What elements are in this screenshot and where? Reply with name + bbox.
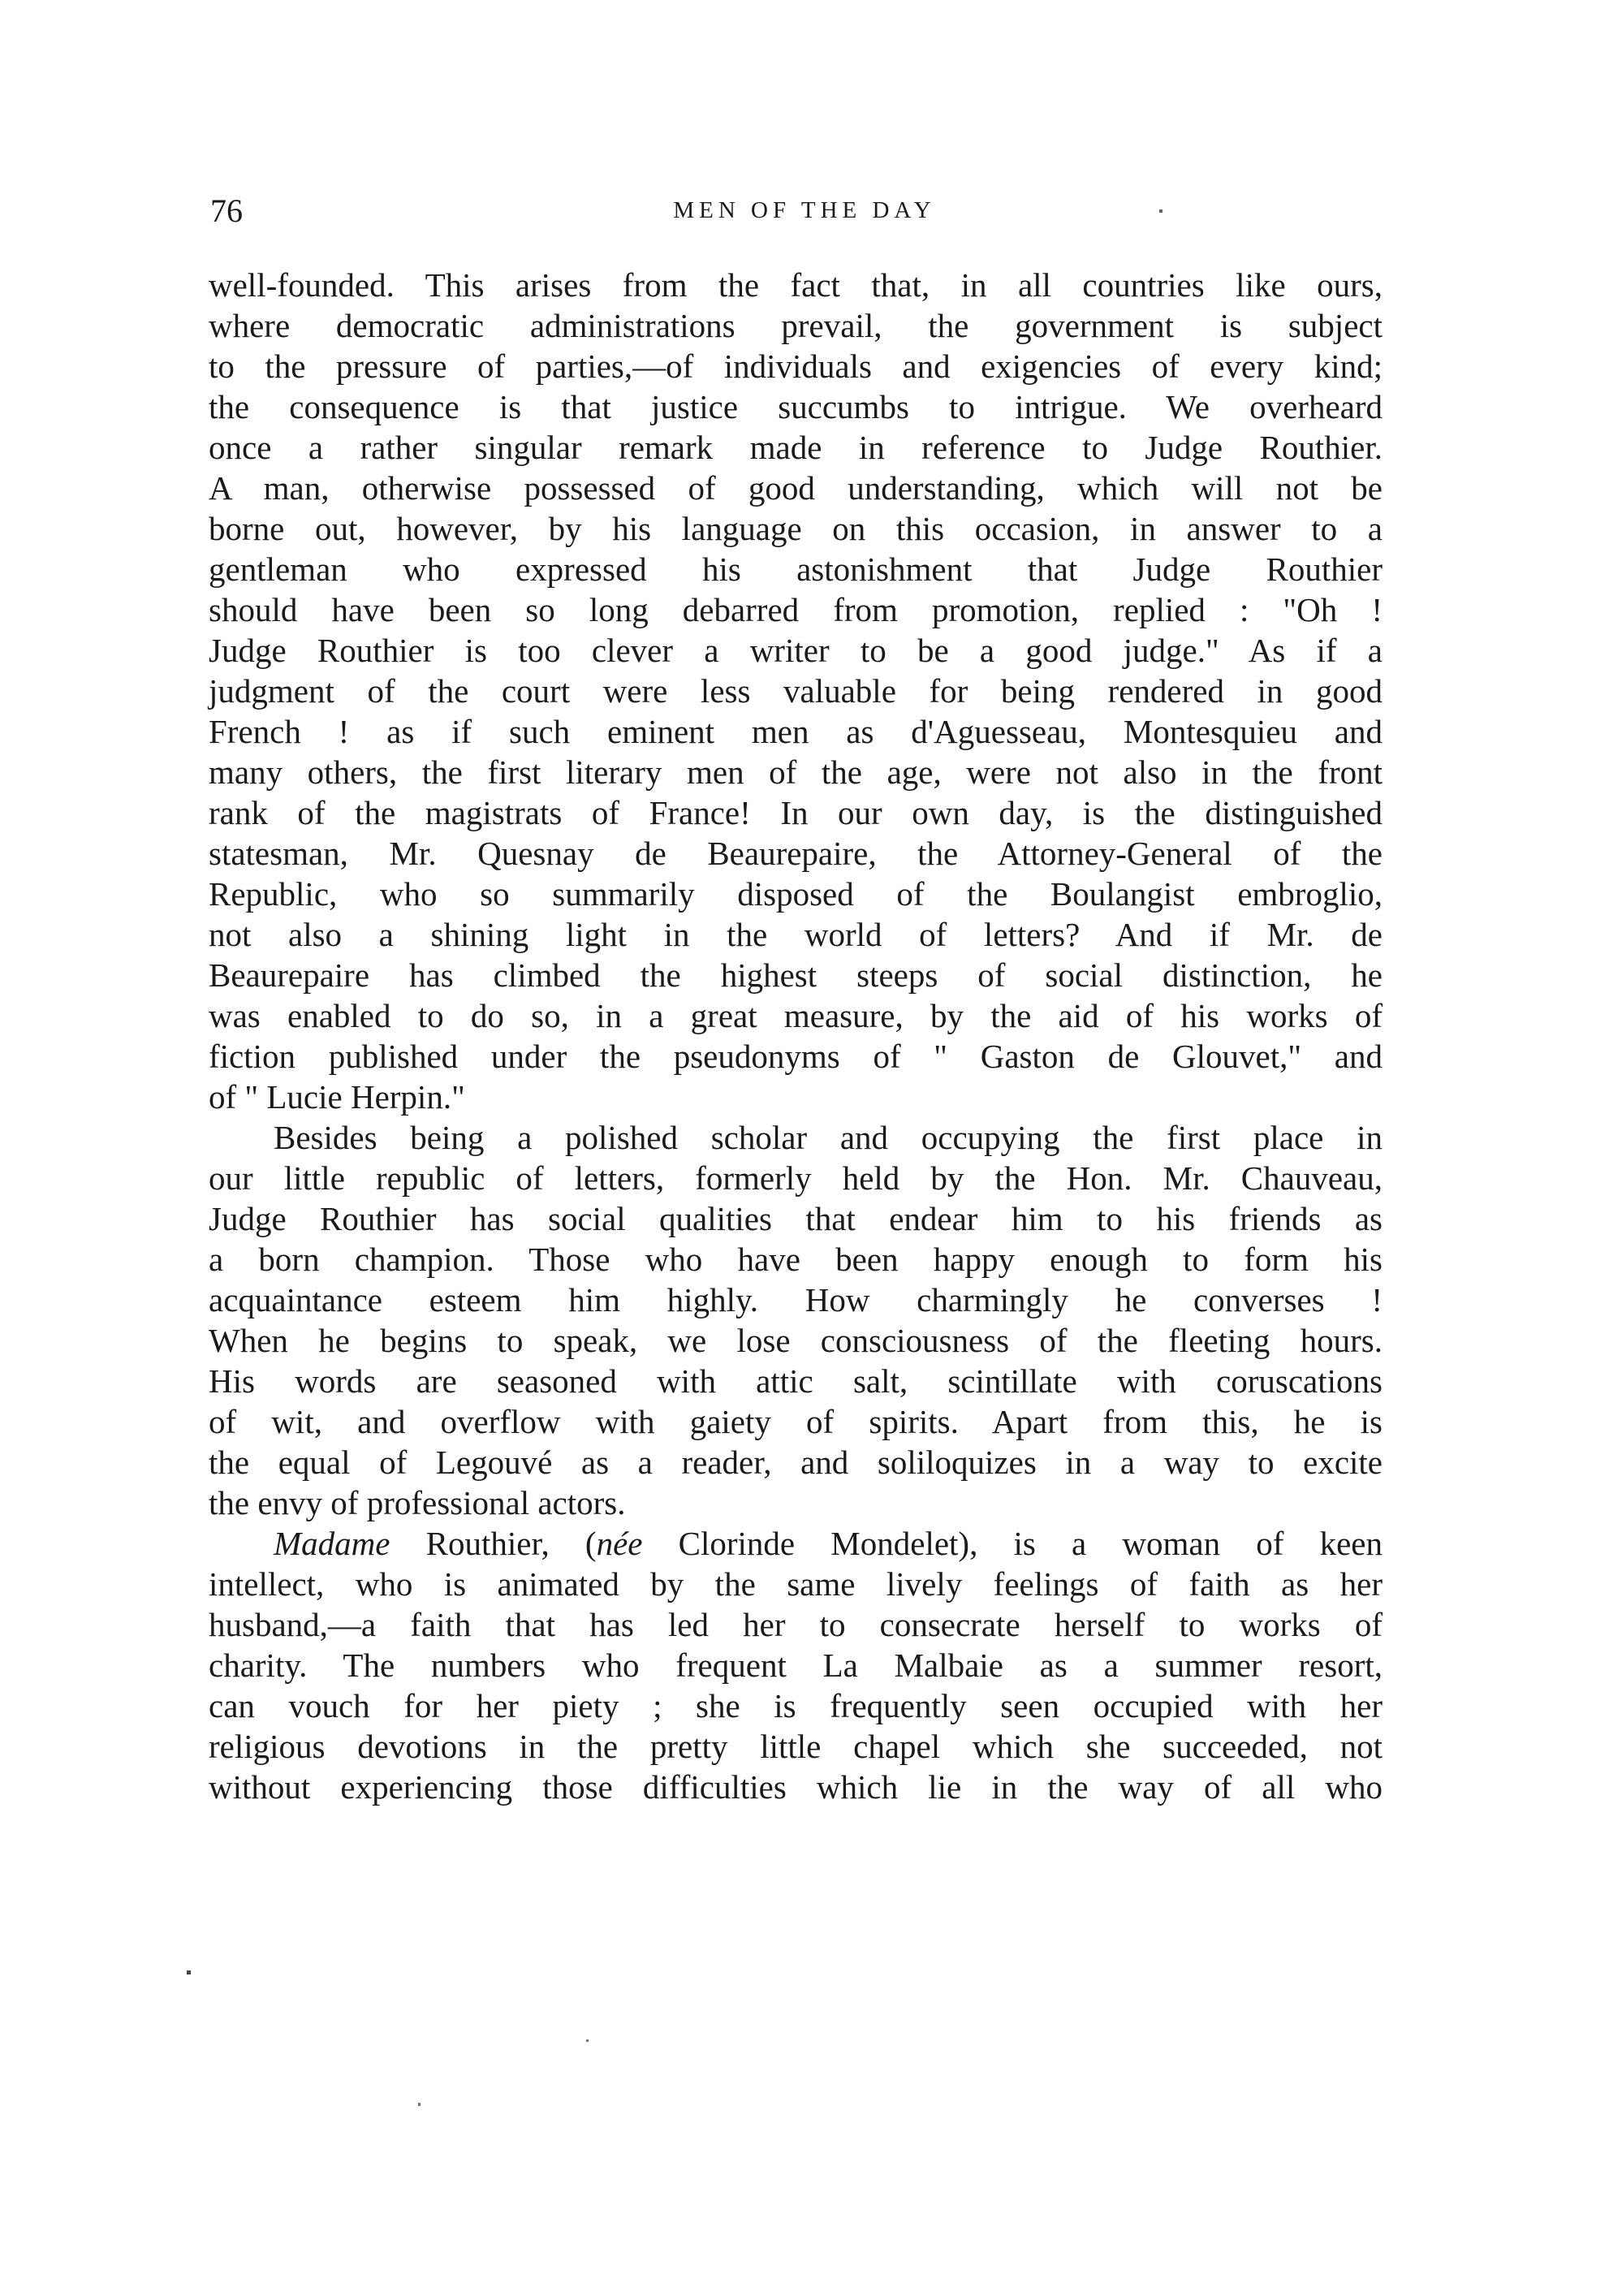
text-line: our little republic of letters, formerly held by the Hon. Mr. Chauveau, xyxy=(209,1159,1383,1197)
text-line: borne out, however, by his language on this occasion, in answer to a xyxy=(209,510,1383,547)
text-line: where democratic administrations prevail, the government is subject xyxy=(209,307,1383,344)
text-line: a born champion. Those who have been happy enough to form his xyxy=(209,1241,1383,1278)
text-fragment: Clorinde Mondelet), is a woman of keen xyxy=(642,1525,1383,1562)
text-line: Besides being a polished scholar and occupying the first place in xyxy=(274,1119,1383,1156)
print-speck xyxy=(1159,209,1163,213)
paragraph-3 xyxy=(209,1523,1383,1807)
text-line: well-founded. This arises from the fact that, in all countries like ours, xyxy=(209,266,1383,304)
page-number: 76 xyxy=(210,192,243,229)
paragraph-2 xyxy=(209,1117,1383,1523)
text-line: fiction published under the pseudonyms of " Gaston de Glouvet," and xyxy=(209,1038,1383,1075)
text-line: of " Lucie Herpin." xyxy=(209,1078,465,1116)
italic-nee: née xyxy=(596,1525,643,1562)
body-text xyxy=(209,265,1383,1807)
text-line: the equal of Legouvé as a reader, and soliloquizes in a way to excite xyxy=(209,1444,1383,1481)
text-line: A man, otherwise possessed of good understanding, which will not be xyxy=(209,469,1383,507)
text-line: rank of the magistrats of France! In our own day, is the distinguished xyxy=(209,794,1383,831)
print-speck xyxy=(187,1970,191,1974)
text-line: charity. The numbers who frequent La Malbaie as a summer resort, xyxy=(209,1646,1383,1684)
text-line: can vouch for her piety ; she is frequently seen occupied with her xyxy=(209,1687,1383,1724)
print-speck xyxy=(418,2103,421,2106)
paragraph-1 xyxy=(209,265,1383,1117)
text-line: When he begins to speak, we lose consciousness of the fleeting hours. xyxy=(209,1322,1383,1359)
text-line: gentleman who expressed his astonishment that Judge Routhier xyxy=(209,550,1383,588)
text-line: judgment of the court were less valuable for being rendered in good xyxy=(209,672,1383,710)
text-line: once a rather singular remark made in reference to Judge Routhier. xyxy=(209,429,1383,466)
running-title: MEN OF THE DAY xyxy=(673,197,936,223)
text-line: statesman, Mr. Quesnay de Beaurepaire, the Attorney-General of the xyxy=(209,835,1383,872)
text-line: acquaintance esteem him highly. How charmingly he converses ! xyxy=(209,1281,1383,1318)
text-line: to the pressure of parties,—of individuals and exigencies of every kind; xyxy=(209,347,1383,385)
text-line: Beaurepaire has climbed the highest steeps of social distinction, he xyxy=(209,956,1383,994)
text-line: husband,—a faith that has led her to consecrate herself to works of xyxy=(209,1606,1383,1643)
text-line: not also a shining light in the world of letters? And if Mr. de xyxy=(209,916,1383,953)
text-line: was enabled to do so, in a great measure, by the aid of his works of xyxy=(209,997,1383,1034)
text-line: Judge Routhier has social qualities that endear him to his friends as xyxy=(209,1200,1383,1237)
text-line: many others, the first literary men of the age, were not also in the front xyxy=(209,753,1383,791)
text-fragment: Routhier, ( xyxy=(390,1525,597,1562)
text-line: should have been so long debarred from promotion, replied : "Oh ! xyxy=(209,591,1383,628)
text-line-first xyxy=(209,1523,1383,1564)
text-line: Republic, who so summarily disposed of the Boulangist embroglio, xyxy=(209,875,1383,913)
text-line: intellect, who is animated by the same lively feelings of faith as her xyxy=(209,1565,1383,1603)
print-speck xyxy=(586,2039,589,2042)
text-line: Judge Routhier is too clever a writer to be a good judge." As if a xyxy=(209,632,1383,669)
text-line: French ! as if such eminent men as d'Aguesseau, Montesquieu and xyxy=(209,713,1383,750)
text-line: without experiencing those difficulties which lie in the way of all who xyxy=(209,1768,1383,1806)
text-line: His words are seasoned with attic salt, scintillate with coruscations xyxy=(209,1362,1383,1400)
text-line: the consequence is that justice succumbs to intrigue. We overheard xyxy=(209,388,1383,425)
text-line: the envy of professional actors. xyxy=(209,1484,626,1521)
text-line: of wit, and overflow with gaiety of spirits. Apart from this, he is xyxy=(209,1403,1383,1440)
text-line: religious devotions in the pretty little chapel which she succeeded, not xyxy=(209,1728,1383,1765)
italic-madame: Madame xyxy=(274,1525,390,1562)
